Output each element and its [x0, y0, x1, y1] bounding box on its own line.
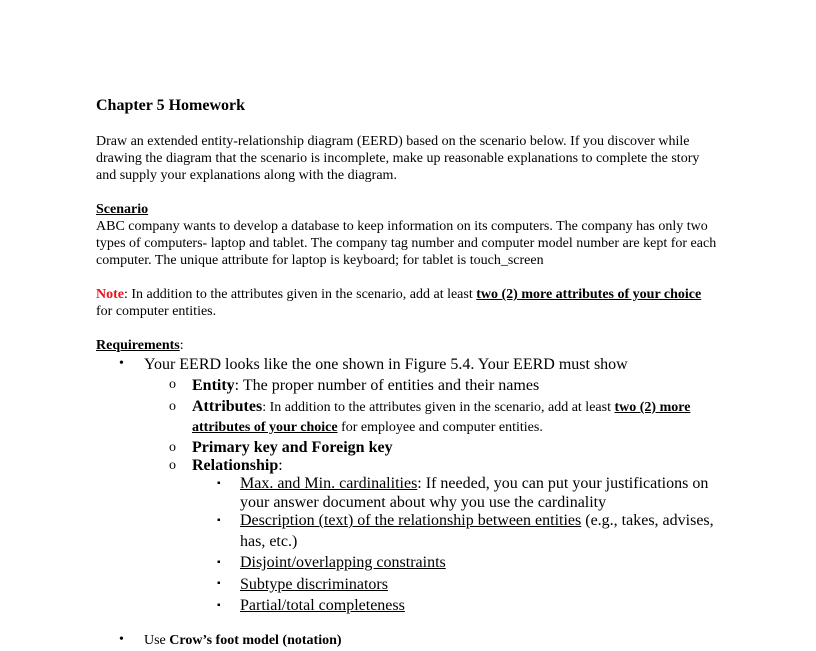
- attributes-emphasis-1: two (2) more: [614, 400, 691, 415]
- entity-text: : The proper number of entities and their names: [234, 377, 540, 394]
- attributes-item-line-1: [192, 397, 690, 418]
- circle-bullet-icon: o: [169, 440, 176, 455]
- attributes-text-1: : In addition to the attributes given in the scenario, add at least: [262, 400, 615, 415]
- requirements-colon: :: [179, 338, 184, 353]
- attributes-text-2: for employee and computer entities.: [337, 420, 543, 435]
- crows-foot-prefix: Use: [144, 633, 170, 648]
- page-title: Chapter 5 Homework: [96, 97, 246, 114]
- square-bullet-icon: ▪: [217, 478, 221, 489]
- relationship-colon: :: [278, 457, 283, 474]
- keys-item: Primary key and Foreign key: [192, 439, 393, 456]
- scenario-heading: Scenario: [96, 202, 149, 217]
- relationship-item: [192, 456, 283, 476]
- relationship-label: Relationship: [192, 457, 279, 474]
- attributes-item-line-2: [192, 418, 543, 438]
- requirement-bullet-1: Your EERD looks like the one shown in Figure 5.4. Your EERD must show: [144, 356, 628, 373]
- requirements-heading: Requirements: [96, 338, 180, 353]
- description-item-line-2: has, etc.): [240, 533, 298, 550]
- intro-paragraph: Draw an extended entity-relationship diagram (EERD) based on the scenario below. If you discover while drawing the diagram that the scenario is incomplete, make up reasonable explanations to complete the story and supply your explanations along with the diagram.: [96, 134, 700, 183]
- scenario-text: ABC company wants to develop a database to keep information on its computers. The company has only two types of computers- laptop and tablet. The company tag number and computer model number are kept for each computer. The unique attribute for laptop is keyboard; for tablet is touch_screen: [96, 219, 717, 268]
- scenario-section: [96, 201, 720, 269]
- circle-bullet-icon: o: [169, 399, 176, 414]
- cardinality-text-1: : If needed, you can put your justifications on: [417, 475, 709, 492]
- discriminator-item: Subtype discriminators: [240, 576, 388, 593]
- cardinality-label: Max. and Min. cardinalities: [240, 475, 418, 492]
- square-bullet-icon: ▪: [217, 557, 221, 568]
- cardinality-item-line-2: your answer document about why you use the cardinality: [240, 494, 607, 511]
- description-item-line-1: [240, 511, 714, 531]
- bullet-icon: •: [119, 356, 124, 371]
- entity-label: Entity: [192, 377, 235, 394]
- cardinality-item-line-1: [240, 474, 708, 494]
- disjoint-item: Disjoint/overlapping constraints: [240, 554, 446, 571]
- completeness-item: Partial/total completeness: [240, 597, 405, 614]
- note-text-before: : In addition to the attributes given in the scenario, add at least: [124, 287, 477, 302]
- square-bullet-icon: ▪: [217, 515, 221, 526]
- circle-bullet-icon: o: [169, 458, 176, 473]
- description-text-1: (e.g., takes, advises,: [581, 512, 714, 529]
- bullet-icon: •: [119, 632, 124, 647]
- square-bullet-icon: ▪: [217, 578, 221, 589]
- attributes-emphasis-2: attributes of your choice: [192, 420, 338, 435]
- entity-item: [192, 376, 539, 396]
- requirements-heading-line: [96, 337, 720, 354]
- note-label: Note: [96, 287, 124, 302]
- attributes-label: Attributes: [192, 398, 263, 415]
- square-bullet-icon: ▪: [217, 600, 221, 611]
- crows-foot-label: Crow’s foot model (notation): [169, 633, 342, 648]
- note-emphasis: two (2) more attributes of your choice: [476, 287, 702, 302]
- circle-bullet-icon: o: [169, 377, 176, 392]
- requirement-bullet-2: [144, 631, 342, 651]
- note-paragraph: [96, 286, 720, 320]
- description-label: Description (text) of the relationship between entities: [240, 512, 582, 529]
- note-text-after: for computer entities.: [96, 304, 217, 319]
